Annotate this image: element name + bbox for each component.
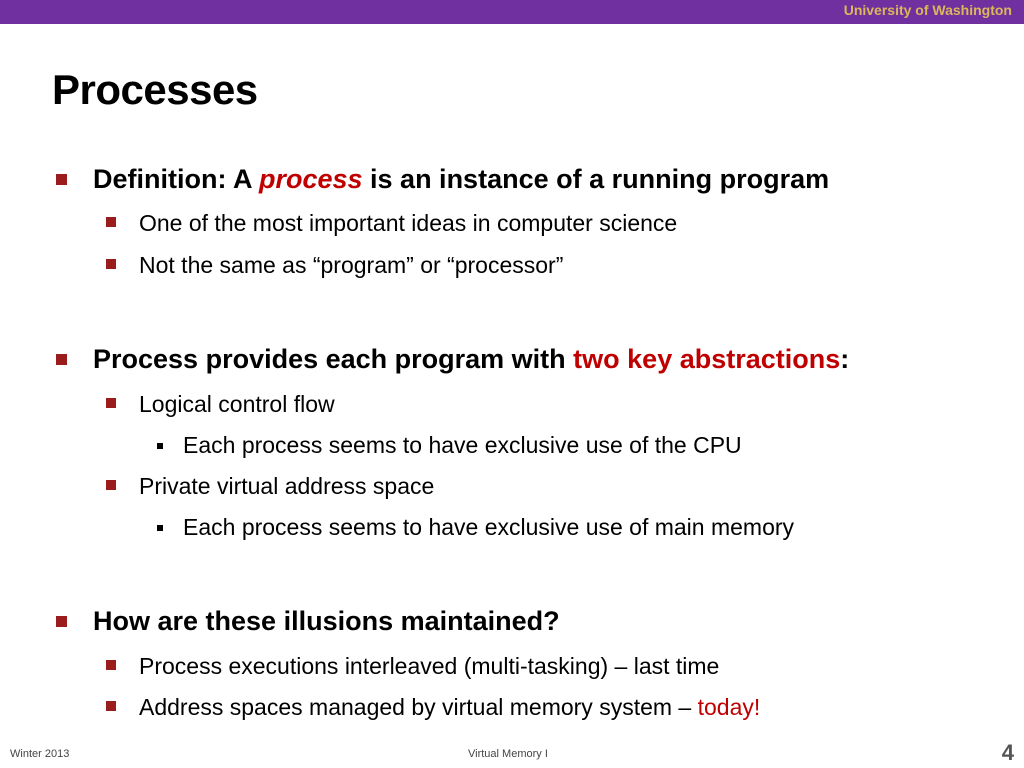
square-bullet-icon bbox=[106, 660, 116, 670]
footer-term: Winter 2013 bbox=[10, 748, 70, 760]
bullet-highlight: process bbox=[258, 164, 363, 194]
small-square-bullet-icon bbox=[157, 525, 163, 531]
subsubbullet-text: Each process seems to have exclusive use of main memory bbox=[183, 514, 795, 540]
bullet-suffix: : bbox=[840, 344, 850, 374]
square-bullet-icon bbox=[106, 398, 116, 408]
bullet-suffix: is an instance of a running program bbox=[362, 164, 830, 194]
subbullet-highlight: today! bbox=[697, 694, 761, 720]
square-bullet-icon bbox=[106, 217, 116, 227]
subbullet-text: Logical control flow bbox=[139, 391, 335, 417]
subbullet-prefix: Address spaces managed by virtual memory system – bbox=[139, 694, 698, 720]
institution-name: University of Washington bbox=[843, 2, 1012, 18]
square-bullet-icon bbox=[56, 616, 67, 627]
square-bullet-icon bbox=[106, 259, 116, 269]
square-bullet-icon bbox=[56, 174, 67, 185]
subbullet-text: Process executions interleaved (multi-tasking) – last time bbox=[139, 653, 720, 679]
bullet-prefix: Definition: A bbox=[93, 164, 259, 194]
subbullet-text: Private virtual address space bbox=[139, 473, 435, 499]
subbullet-text: One of the most important ideas in computer science bbox=[139, 210, 678, 236]
slide-title: Processes bbox=[52, 66, 258, 113]
square-bullet-icon bbox=[56, 354, 67, 365]
square-bullet-icon bbox=[106, 701, 116, 711]
bullet-highlight: two key abstractions bbox=[573, 344, 841, 374]
subbullet-text: Not the same as “program” or “processor” bbox=[139, 252, 564, 278]
subsubbullet-text: Each process seems to have exclusive use of the CPU bbox=[183, 432, 742, 458]
bullet-prefix: Process provides each program with bbox=[93, 344, 574, 374]
small-square-bullet-icon bbox=[157, 443, 163, 449]
footer-lecture-title: Virtual Memory I bbox=[468, 748, 548, 760]
bullet-text: How are these illusions maintained? bbox=[93, 606, 560, 636]
square-bullet-icon bbox=[106, 480, 116, 490]
slide-number: 4 bbox=[1001, 740, 1014, 765]
